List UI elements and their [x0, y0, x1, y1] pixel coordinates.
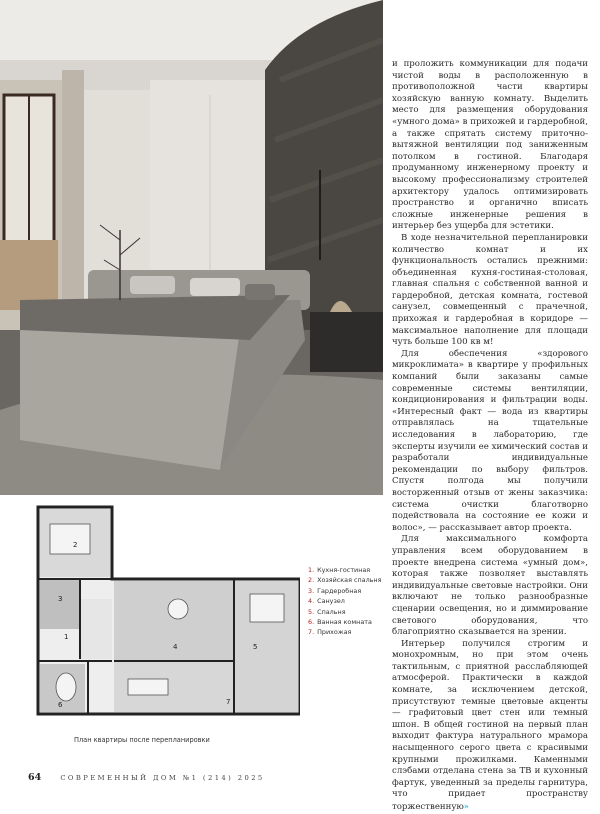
article-text: [392, 59, 588, 814]
legend-item: 1. Кухня-гостиная: [308, 566, 371, 574]
paragraph: Для обеспечения «здорового микроклимата» в квартире у профильных компаний были заказаны самые современные системы вентиляции, кондиционирования и фильтрации воды. «Интересный факт — вода из квартиры отправлялась на тщательные исследования в лабораторию, где эксперты изучили ее химический состав и разработали индивидуальные рекомендации по выбору фильтров. Спустя полгода мы получили восторженный отзыв от жены заказчика: система очистки благотворно подействовала на состояние ее кожи и волос», — рассказывает автор проекта.: [392, 348, 588, 533]
plan-label-6: 6: [58, 701, 63, 709]
plan-caption: План квартиры после перепланировки: [74, 736, 210, 744]
page-footer: [28, 765, 573, 784]
legend-item: 3. Гардеробная: [308, 586, 362, 595]
legend-item: 4. Санузел: [308, 597, 345, 606]
plan-legend: [308, 565, 381, 638]
legend-item: 6. Ванная комната: [308, 618, 372, 627]
plan-label-1: 1: [64, 633, 69, 641]
plan-label-5: 5: [253, 643, 258, 651]
floor-plan: [28, 499, 300, 724]
paragraph: Для максимального комфорта управления всем оборудованием в проекте внедрена система «умный дом», которая также позволяет выставлять индивидуальные световые настройки. Они включают не только разнообразные сценарии освещения, но и диммирование светового оборудования, что благоприятно сказывается на зрении.: [392, 534, 588, 638]
page-number: 64: [28, 772, 42, 783]
paragraph: В ходе незначительной перепланировки количество комнат и их функциональность остались прежними: объединенная кухня-гостиная-столовая, главная спальня с собственной ванной и гардеробной, детская комната, гостевой санузел, совмещенный с прачечной, прихожая и гардеробная в коридоре — максимальное наполнение для площади чуть больше 100 кв м!: [392, 232, 588, 348]
plan-label-4: 4: [173, 643, 178, 651]
bedroom-photo: [0, 0, 383, 495]
article-end-mark: »: [463, 802, 469, 811]
legend-item: 7. Прихожая: [308, 628, 352, 637]
legend-item: 2. Хозяйская спальня: [308, 576, 382, 585]
paragraph: и проложить коммуникации для подачи чистой воды в расположенную в противоположной части квартиры хозяйскую ванную комнату. Выделить место для размещения оборудования «умного дома» в прихожей и гардеробной, а также спрятать систему приточно-вытяжной вентиляции под заниженным потолком в гостиной. Благодаря продуманному инженерному проекту и высокому профессионализму строителей архитектору удалось оптимизировать пространство и органично вписать сложные инженерные решения в интерьер без ущерба для эстетики.: [392, 59, 588, 232]
magazine-name: СОВРЕМЕННЫЙ ДОМ №1 (214) 2025: [60, 774, 265, 782]
plan-label-7: 7: [226, 698, 231, 706]
paragraph: [392, 639, 588, 814]
plan-label-2: 2: [73, 541, 78, 549]
paragraph-text: Интерьер получился строгим и монохромным, но при этом очень тактильным, с приятной расслабляющей атмосферой. Практически в каждой комнате, за исключением детской, присутствуют темные цветовые акценты — графитовый цвет стен или темный шпон. В общей гостиной на первый план выходит фактура натурального мрамора насыщенного серого цвета с красивыми крупными прожилками. Каменными слэбами отделана стена за ТВ и кухонный фартук, уведенный за пределы гарнитура, что придает пространству торжественную: [392, 638, 588, 812]
legend-item: 5. Спальня: [308, 607, 346, 616]
plan-label-3: 3: [58, 595, 63, 603]
